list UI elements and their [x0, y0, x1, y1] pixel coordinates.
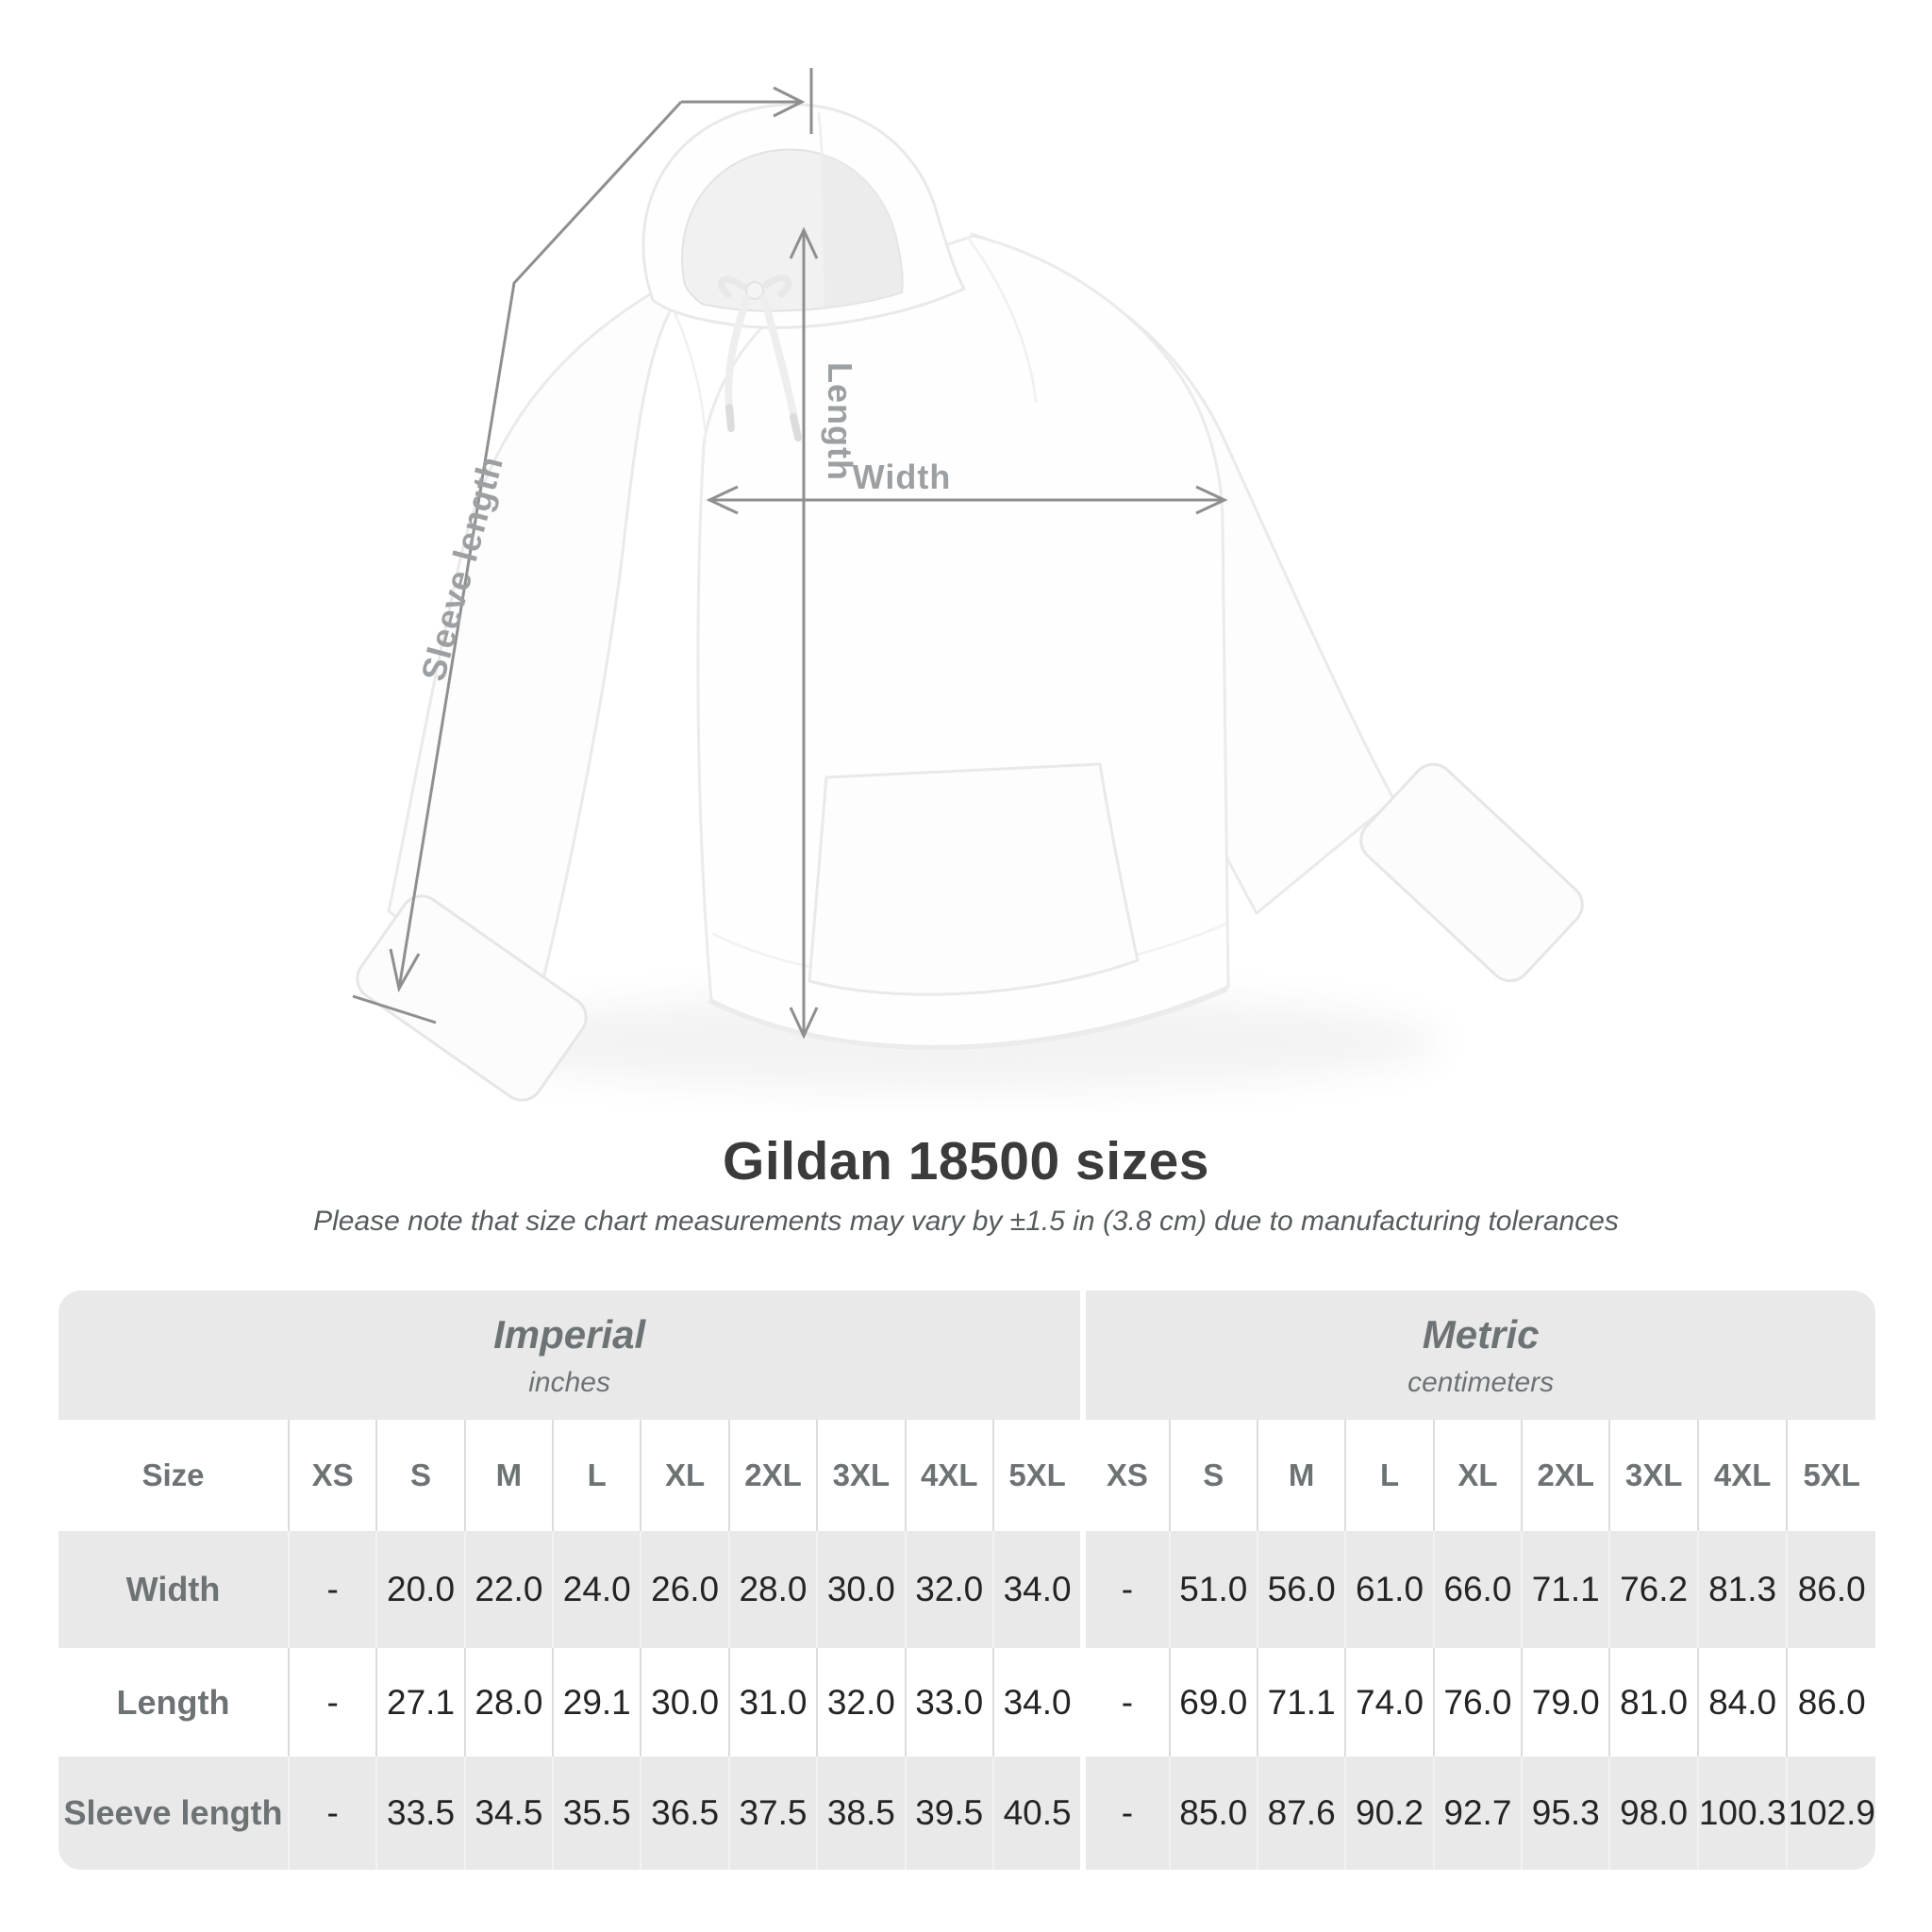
- size-corner-header: Size: [142, 1457, 205, 1492]
- col-header: XL: [1433, 1420, 1521, 1531]
- table-cell: 24.0: [552, 1531, 640, 1648]
- col-header: S: [1169, 1420, 1257, 1531]
- table-cell: 30.0: [640, 1648, 727, 1757]
- col-header: 4XL: [1697, 1420, 1787, 1531]
- drawstring-tip-left: [729, 408, 731, 428]
- col-header: 4XL: [905, 1420, 992, 1531]
- table-cell: 26.0: [640, 1531, 727, 1648]
- table-cell: 100.3: [1697, 1757, 1787, 1870]
- table-cell: 102.9: [1786, 1757, 1875, 1870]
- table-cell: 34.0: [992, 1531, 1080, 1648]
- col-header: 3XL: [816, 1420, 904, 1531]
- table-cell: 28.0: [728, 1531, 816, 1648]
- hoodie-image: [349, 105, 1591, 1108]
- col-header: L: [1344, 1420, 1432, 1531]
- table-cell: -: [1080, 1531, 1168, 1648]
- table-cell: 35.5: [552, 1757, 640, 1870]
- table-cell: -: [288, 1531, 375, 1648]
- width-measure-label: Width: [852, 458, 952, 496]
- metric-band: [1080, 1291, 1875, 1420]
- table-cell: 95.3: [1521, 1757, 1608, 1870]
- col-header: S: [375, 1420, 463, 1531]
- metric-band-unit: centimeters: [1407, 1366, 1555, 1398]
- table-cell: 76.2: [1608, 1531, 1696, 1648]
- table-cell: 87.6: [1257, 1757, 1344, 1870]
- table-cell: 51.0: [1169, 1531, 1257, 1648]
- length-measure-label: Length: [821, 362, 859, 481]
- table-cell: 33.5: [375, 1757, 463, 1870]
- table-cell: -: [1080, 1648, 1168, 1757]
- table-cell: 92.7: [1433, 1757, 1521, 1870]
- table-cell: 90.2: [1344, 1757, 1432, 1870]
- table-cell: 39.5: [905, 1757, 992, 1870]
- imperial-band: [58, 1291, 1080, 1420]
- page-title: Gildan 18500 sizes: [723, 1131, 1209, 1191]
- table-cell: 74.0: [1344, 1648, 1432, 1757]
- table-cell: 71.1: [1521, 1531, 1608, 1648]
- row-header-sleeve-length: Sleeve length: [58, 1757, 288, 1870]
- imperial-band-unit: inches: [528, 1366, 610, 1398]
- table-cell: 81.0: [1608, 1648, 1696, 1757]
- table-cell: 28.0: [464, 1648, 552, 1757]
- size-table: [58, 1291, 1875, 1870]
- metric-band-title: Metric: [1422, 1311, 1540, 1357]
- table-cell: 37.5: [728, 1757, 816, 1870]
- table-cell: -: [1080, 1757, 1168, 1870]
- table-cell: 31.0: [728, 1648, 816, 1757]
- table-cell: -: [288, 1757, 375, 1870]
- col-header: 5XL: [992, 1420, 1080, 1531]
- table-cell: 20.0: [375, 1531, 463, 1648]
- table-cell: 32.0: [816, 1648, 904, 1757]
- table-cell: 81.3: [1697, 1531, 1787, 1648]
- col-header: XS: [288, 1420, 375, 1531]
- col-header: XS: [1080, 1420, 1168, 1531]
- table-cell: 85.0: [1169, 1757, 1257, 1870]
- table-cell: 79.0: [1521, 1648, 1608, 1757]
- col-header: L: [552, 1420, 640, 1531]
- table-cell: 22.0: [464, 1531, 552, 1648]
- row-header-width: Width: [58, 1531, 288, 1648]
- col-header: M: [464, 1420, 552, 1531]
- table-cell: 66.0: [1433, 1531, 1521, 1648]
- row-header-length: Length: [116, 1682, 230, 1722]
- sleeve-length-measure-label: Sleeve length: [413, 451, 511, 686]
- col-header: 2XL: [1521, 1420, 1608, 1531]
- tolerance-note: Please note that size chart measurements may vary by ±1.5 in (3.8 cm) due to manufacturing tolerances: [313, 1206, 1619, 1237]
- table-cell: 76.0: [1433, 1648, 1521, 1757]
- table-cell: 61.0: [1344, 1531, 1432, 1648]
- table-cell: 86.0: [1786, 1531, 1875, 1648]
- table-cell: 71.1: [1257, 1648, 1344, 1757]
- table-cell: 84.0: [1697, 1648, 1787, 1757]
- table-cell: 30.0: [816, 1531, 904, 1648]
- table-cell: 27.1: [375, 1648, 463, 1757]
- col-header: XL: [640, 1420, 727, 1531]
- table-cell: 34.5: [464, 1757, 552, 1870]
- table-cell: 32.0: [905, 1531, 992, 1648]
- kangaroo-pocket: [809, 764, 1138, 994]
- table-cell: 34.0: [992, 1648, 1080, 1757]
- table-cell: 38.5: [816, 1757, 904, 1870]
- table-cell: 56.0: [1257, 1531, 1344, 1648]
- table-cell: 86.0: [1786, 1648, 1875, 1757]
- col-header: 5XL: [1786, 1420, 1875, 1531]
- table-cell: 98.0: [1608, 1757, 1696, 1870]
- imperial-band-title: Imperial: [493, 1311, 646, 1357]
- table-cell: 40.5: [992, 1757, 1080, 1870]
- table-cell: -: [288, 1648, 375, 1757]
- table-cell: 69.0: [1169, 1648, 1257, 1757]
- col-header: 2XL: [728, 1420, 816, 1531]
- col-header: M: [1257, 1420, 1344, 1531]
- table-cell: 36.5: [640, 1757, 727, 1870]
- col-header: 3XL: [1608, 1420, 1696, 1531]
- table-cell: 29.1: [552, 1648, 640, 1757]
- drawstring-tip-right: [793, 417, 798, 438]
- table-cell: 33.0: [905, 1648, 992, 1757]
